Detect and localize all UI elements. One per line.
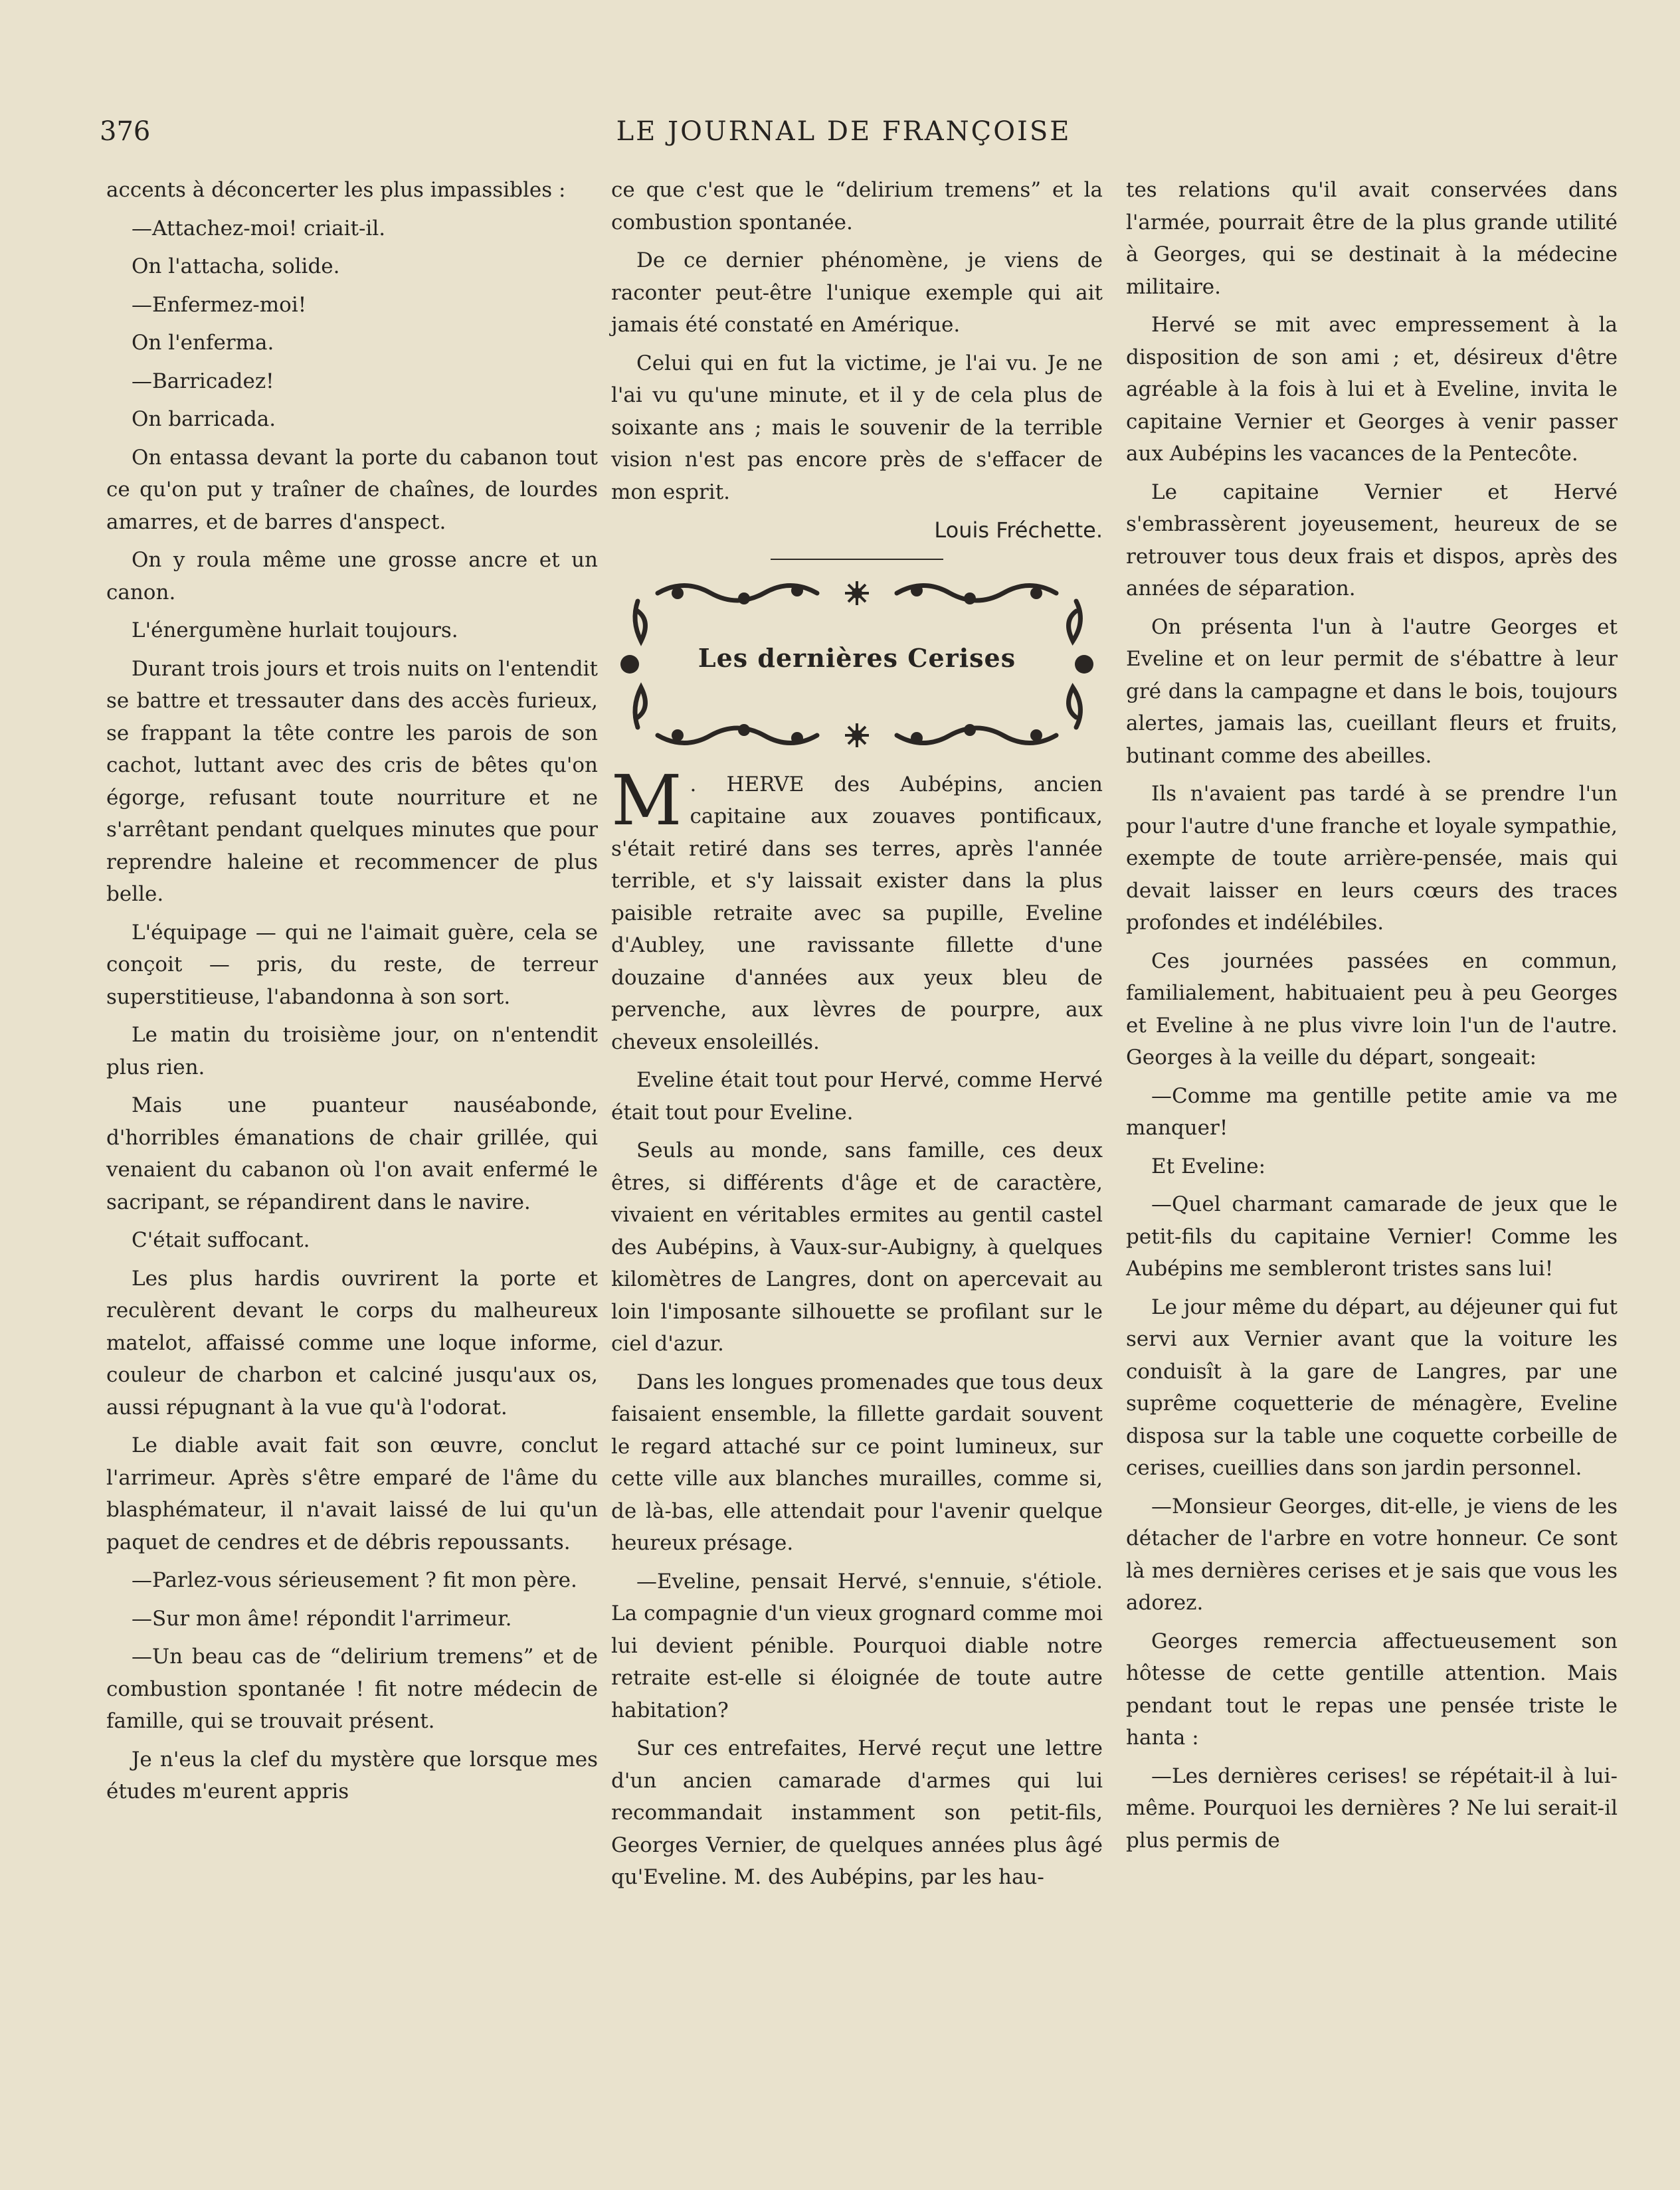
paragraph: Et Eveline: (1151, 1154, 1266, 1178)
paragraph: —Les dernières cerises! se répétait-il à lui-même. Pourquoi les dernières ? Ne lui serait-il plus permis de (1126, 1764, 1618, 1853)
paragraph: On y roula même une grosse ancre et un canon. (106, 548, 598, 604)
author-signature: Louis Fréchette. (934, 517, 1103, 543)
paragraph: On barricada. (132, 407, 276, 431)
paragraph: ce que c'est que le “delirium tremens” et la combustion spontanée. (611, 178, 1103, 234)
paragraph: Le diable avait fait son œuvre, conclut l'arrimeur. Après s'être emparé de l'âme du blasphémateur, il n'avait laissé de lui qu'un paquet de cendres et de débris repoussants. (106, 1433, 598, 1554)
paragraph: —Quel charmant camarade de jeux que le petit-fils du capitaine Vernier! Comme les Aubépins me sembleront tristes sans lui! (1126, 1192, 1618, 1281)
page-header (100, 112, 1588, 158)
paragraph: On présenta l'un à l'autre Georges et Eveline et on leur permit de s'ébattre à leur gré dans la campagne et dans le bois, toujours alertes, jamais las, cueillant fleurs et fruits, butinant comme des abeilles. (1126, 614, 1618, 768)
paragraph: L'équipage — qui ne l'aimait guère, cela se conçoit — pris, du reste, de terreur superstitieuse, l'abandonna à son sort. (106, 920, 598, 1009)
paragraph: L'énergumène hurlait toujours. (132, 618, 458, 642)
paragraph: tes relations qu'il avait conservées dans l'armée, pourrait être de la plus grande utilité à Georges, qui se destinait à la médecine militaire. (1126, 178, 1618, 299)
opening-paragraph (611, 759, 1103, 1059)
paragraph: accents à déconcerter les plus impassibles : (106, 178, 566, 202)
journal-title: LE JOURNAL DE FRANÇOISE (616, 116, 1072, 147)
paragraph: Le capitaine Vernier et Hervé s'embrassèrent joyeusement, heureux de se retrouver tous deux frais et dispos, après des années de séparation. (1126, 480, 1618, 600)
paragraph: Georges remercia affectueusement son hôtesse de cette gentille attention. Mais pendant tout le repas une pensée triste le hanta : (1126, 1629, 1618, 1750)
paragraph: Durant trois jours et trois nuits on l'entendit se battre et tressauter dans des accès furieux, se frappant la tête contre les parois de son cachot, luttant avec des cris de bêtes qu'on égorge, refusant toute nourriture et ne s'arrêtant pendant quelques minutes que pour reprendre haleine et recommencer de plus belle. (106, 656, 598, 906)
paragraph: Sur ces entrefaites, Hervé reçut une lettre d'un ancien camarade d'armes qui lui recommandait instamment son petit-fils, Georges Vernier, de quelques années plus âgé qu'Eveline. M. des Aubépins, par les hau- (611, 1736, 1103, 1889)
paragraph: —Comme ma gentille petite amie va me manquer! (1126, 1083, 1618, 1140)
page-number: 376 (100, 116, 151, 147)
paragraph: Mais une puanteur nauséabonde, d'horribles émanations de chair grillée, qui venaient du cabanon où l'on avait enfermé le sacripant, se répandirent dans le navire. (106, 1093, 598, 1214)
paragraph: —Eveline, pensait Hervé, s'ennuie, s'étiole. La compagnie d'un vieux grognard comme moi lui devient pénible. Pourquoi diable notre retraite est-elle si éloignée de toute autre habitation? (611, 1569, 1103, 1722)
story-title-ornament (611, 575, 1103, 754)
paragraph: Les plus hardis ouvrirent la porte et reculèrent devant le corps du malheureux matelot, affaissé comme une loque informe, couleur de charbon et calciné jusqu'aux os, aussi répugnant à la vue qu'à l'odorat. (106, 1266, 598, 1419)
paragraph: Le matin du troisième jour, on n'entendit plus rien. (106, 1023, 598, 1079)
paragraph: —Enfermez-moi! (132, 292, 307, 317)
paragraph: On l'attacha, solide. (132, 254, 340, 278)
column-2 (611, 174, 1103, 1900)
section-divider (771, 559, 943, 560)
paragraph: —Barricadez! (132, 369, 274, 393)
paragraph: Le jour même du départ, au déjeuner qui fut servi aux Vernier avant que la voiture les conduisît à la gare de Langres, par une suprême coquetterie de ménagère, Eveline disposa sur la table une coquette corbeille de cerises, cueillies dans son jardin personnel. (1126, 1295, 1618, 1480)
paragraph: Celui qui en fut la victime, je l'ai vu. Je ne l'ai vu qu'une minute, et il y de cela plus de soixante ans ; mais le souvenir de la terrible vision n'est pas encore près de s'effacer de mon esprit. (611, 351, 1103, 504)
paragraph: Ces journées passées en commun, familialement, habituaient peu à peu Georges et Eveline à ne plus vivre loin l'un de l'autre. Georges à la veille du départ, songeait: (1126, 949, 1618, 1069)
paragraph: De ce dernier phénomène, je viens de raconter peut-être l'unique exemple qui ait jamais été constaté en Amérique. (611, 248, 1103, 337)
paragraph: On entassa devant la porte du cabanon tout ce qu'on put y traîner de chaînes, de lourdes amarres, et de barres d'anspect. (106, 445, 598, 534)
paragraph: —Parlez-vous sérieusement ? fit mon père. (132, 1568, 577, 1592)
column-3 (1126, 174, 1618, 1863)
paragraph: Hervé se mit avec empressement à la disposition de son ami ; et, désireux d'être agréable à la fois à lui et à Eveline, invita le capitaine Vernier et Georges à venir passer aux Aubépins les vacances de la Pentecôte. (1126, 313, 1618, 466)
paragraph: —Monsieur Georges, dit-elle, je viens de les détacher de l'arbre en votre honneur. Ce sont là mes dernières cerises et je sais que vous les adorez. (1126, 1494, 1618, 1615)
paragraph: —Attachez-moi! criait-il. (132, 216, 386, 240)
paragraph: Dans les longues promenades que tous deux faisaient ensemble, la fillette gardait souvent le regard attaché sur ce point lumineux, sur cette ville aux blanches murailles, comme si, de là-bas, elle attendait pour l'avenir quelque heureux présage. (611, 1370, 1103, 1555)
story-title: Les dernières Cerises (698, 642, 1016, 673)
paragraph: Eveline était tout pour Hervé, comme Hervé était tout pour Eveline. (611, 1068, 1103, 1125)
paragraph: C'était suffocant. (132, 1228, 310, 1252)
paragraph-text: . HERVE des Aubépins, ancien capitaine aux zouaves pontificaux, s'était retiré dans ses terres, après l'année terrible, et s'y laissait exister dans la plus paisible retraite avec sa pupille, Eveline d'Aubley, une ravissante fillette d'une douzaine d'années aux yeux bleu de pervenche, aux lèvres de pourpre, aux cheveux ensoleillés. (611, 772, 1103, 1054)
drop-cap: M (611, 759, 682, 841)
paragraph: Je n'eus la clef du mystère que lorsque mes études m'eurent appris (106, 1747, 598, 1803)
paragraph: Seuls au monde, sans famille, ces deux êtres, si différents d'âge et de caractère, vivaient en véritables ermites au gentil castel des Aubépins, à Vaux-sur-Aubigny, à quelques kilomètres de Langres, dont on apercevait au loin l'imposante silhouette se profilant sur le ciel d'azur. (611, 1139, 1103, 1356)
column-1 (106, 174, 598, 1814)
paragraph: Ils n'avaient pas tardé à se prendre l'un pour l'autre d'une franche et loyale sympathie, exempte de toute arrière-pensée, mais qui devait laisser en leurs cœurs des traces profondes et indélébiles. (1126, 782, 1618, 935)
paragraph: On l'enferma. (132, 331, 274, 355)
paragraph: —Sur mon âme! répondit l'arrimeur. (132, 1606, 512, 1631)
paragraph: —Un beau cas de “delirium tremens” et de combustion spontanée ! fit notre médecin de famille, qui se trouvait présent. (106, 1645, 598, 1733)
